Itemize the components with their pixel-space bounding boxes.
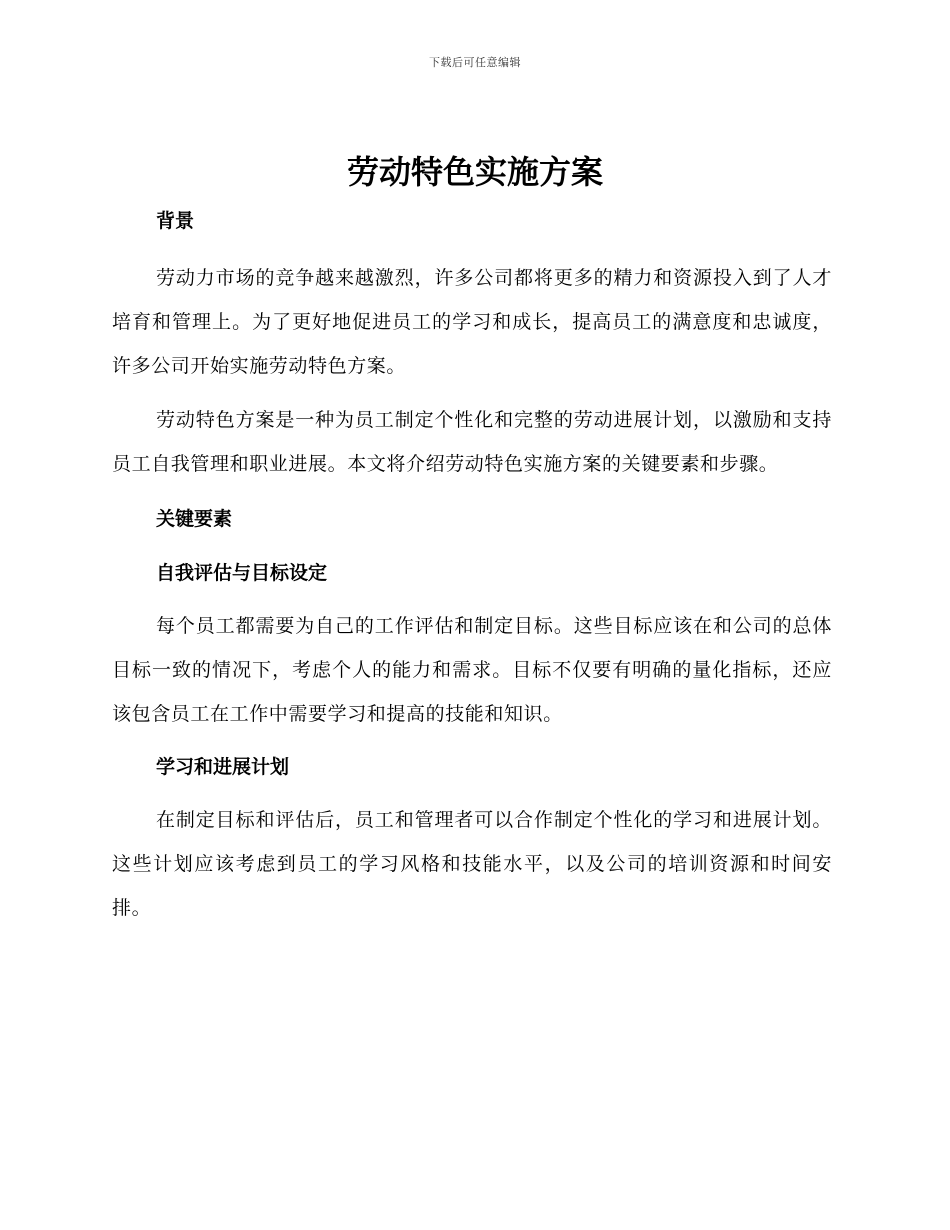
paragraph-learning-plan: 在制定目标和评估后，员工和管理者可以合作制定个性化的学习和进展计划。这些计划应该考虑到员工的学习风格和技能水平，以及公司的培训资源和时间安排。 bbox=[112, 809, 832, 919]
spacer bbox=[112, 594, 832, 604]
document-body bbox=[112, 200, 832, 930]
spacer bbox=[112, 486, 832, 498]
section-heading-background: 背景 bbox=[156, 210, 195, 232]
section-heading-learning-plan: 学习和进展计划 bbox=[156, 756, 290, 778]
header-note: 下载后可任意编辑 bbox=[429, 56, 521, 69]
spacer bbox=[112, 388, 832, 398]
paragraph-background-1: 劳动力市场的竞争越来越激烈，许多公司都将更多的精力和资源投入到了人才培育和管理上。为了更好地促进员工的学习和成长，提高员工的满意度和忠诚度，许多公司开始实施劳动特色方案。 bbox=[112, 267, 832, 377]
document-title: 劳动特色实施方案 bbox=[346, 153, 603, 191]
spacer bbox=[112, 788, 832, 798]
paragraph-self-evaluation: 每个员工都需要为自己的工作评估和制定目标。这些目标应该在和公司的总体目标一致的情况下，考虑个人的能力和需求。目标不仅要有明确的量化指标，还应该包含员工在工作中需要学习和提高的技能和知识。 bbox=[112, 615, 832, 725]
paragraph-background-2: 劳动特色方案是一种为员工制定个性化和完整的劳动进展计划，以激励和支持员工自我管理和职业进展。本文将介绍劳动特色实施方案的关键要素和步骤。 bbox=[112, 409, 832, 475]
spacer bbox=[112, 736, 832, 746]
spacer bbox=[112, 540, 832, 552]
spacer bbox=[112, 242, 832, 256]
section-heading-self-evaluation: 自我评估与目标设定 bbox=[156, 562, 328, 584]
section-heading-key-elements: 关键要素 bbox=[156, 508, 233, 530]
